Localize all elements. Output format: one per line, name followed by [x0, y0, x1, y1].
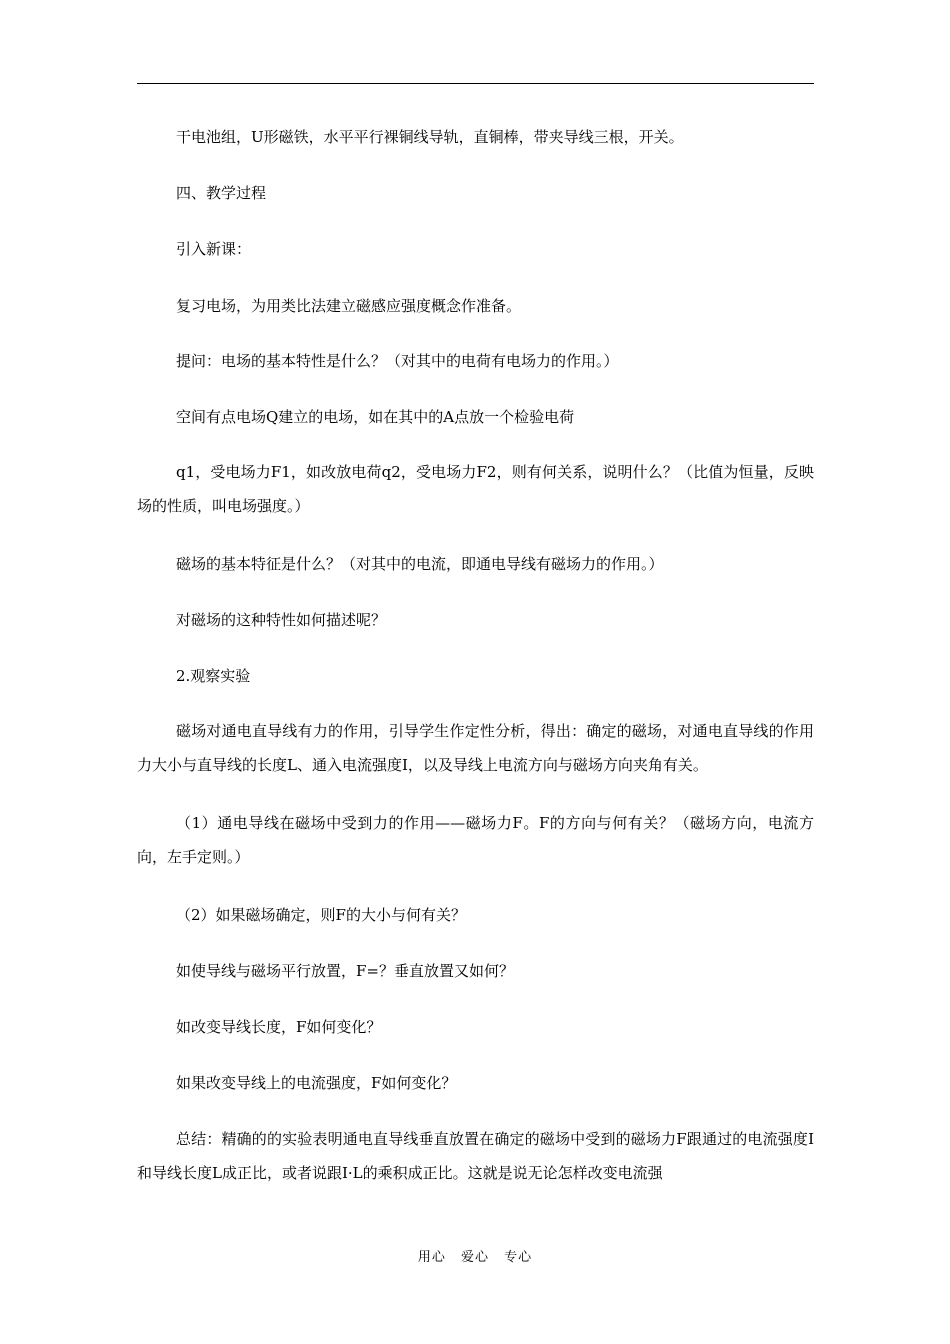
section-heading: 四、教学过程 — [176, 184, 267, 202]
paragraph-summary: 总结：精确的的实验表明通电直导线垂直放置在确定的磁场中受到的磁场力F跟通过的电流强度I和导线长度L成正比，或者说跟I·L的乘积成正比。这就是说无论怎样改变电流强 — [137, 1130, 814, 1182]
paragraph: 复习电场，为用类比法建立磁感应强度概念作准备。 — [176, 297, 522, 315]
paragraph: 如果改变导线上的电流强度，F如何变化？ — [176, 1074, 457, 1092]
paragraph: 对磁场的这种特性如何描述呢？ — [176, 611, 387, 629]
section-heading: 2.观察实验 — [176, 667, 251, 685]
paragraph: 磁场对通电直导线有力的作用，引导学生作定性分析，得出：确定的磁场，对通电直导线的作用力大小与直导线的长度L、通入电流强度I，以及导线上电流方向与磁场方向夹角有关。 — [137, 722, 814, 774]
paragraph: 提问：电场的基本特性是什么？（对其中的电荷有电场力的作用。） — [176, 352, 619, 370]
paragraph: q1，受电场力F1，如改放电荷q2，受电场力F2，则有何关系，说明什么？（比值为恒量，反映场的性质，叫电场强度。） — [137, 463, 814, 515]
page-footer: 用心 爱心 专心 — [417, 1250, 533, 1265]
paragraph: 空间有点电场Q建立的电场，如在其中的A点放一个检验电荷 — [176, 408, 575, 426]
paragraph: 如使导线与磁场平行放置，F=？垂直放置又如何？ — [176, 962, 514, 980]
paragraph-materials: 干电池组，U形磁铁，水平平行裸铜线导轨，直铜棒，带夹导线三根，开关。 — [176, 128, 684, 146]
header-rule — [137, 83, 814, 84]
paragraph: （2）如果磁场确定，则F的大小与何有关？ — [176, 906, 466, 924]
paragraph: 引入新课： — [176, 240, 252, 258]
paragraph: （1）通电导线在磁场中受到力的作用——磁场力F。F的方向与何有关？（磁场方向，电流方向，左手定则。） — [137, 814, 814, 866]
paragraph: 如改变导线长度，F如何变化？ — [176, 1018, 382, 1036]
paragraph: 磁场的基本特征是什么？（对其中的电流，即通电导线有磁场力的作用。） — [176, 555, 664, 573]
